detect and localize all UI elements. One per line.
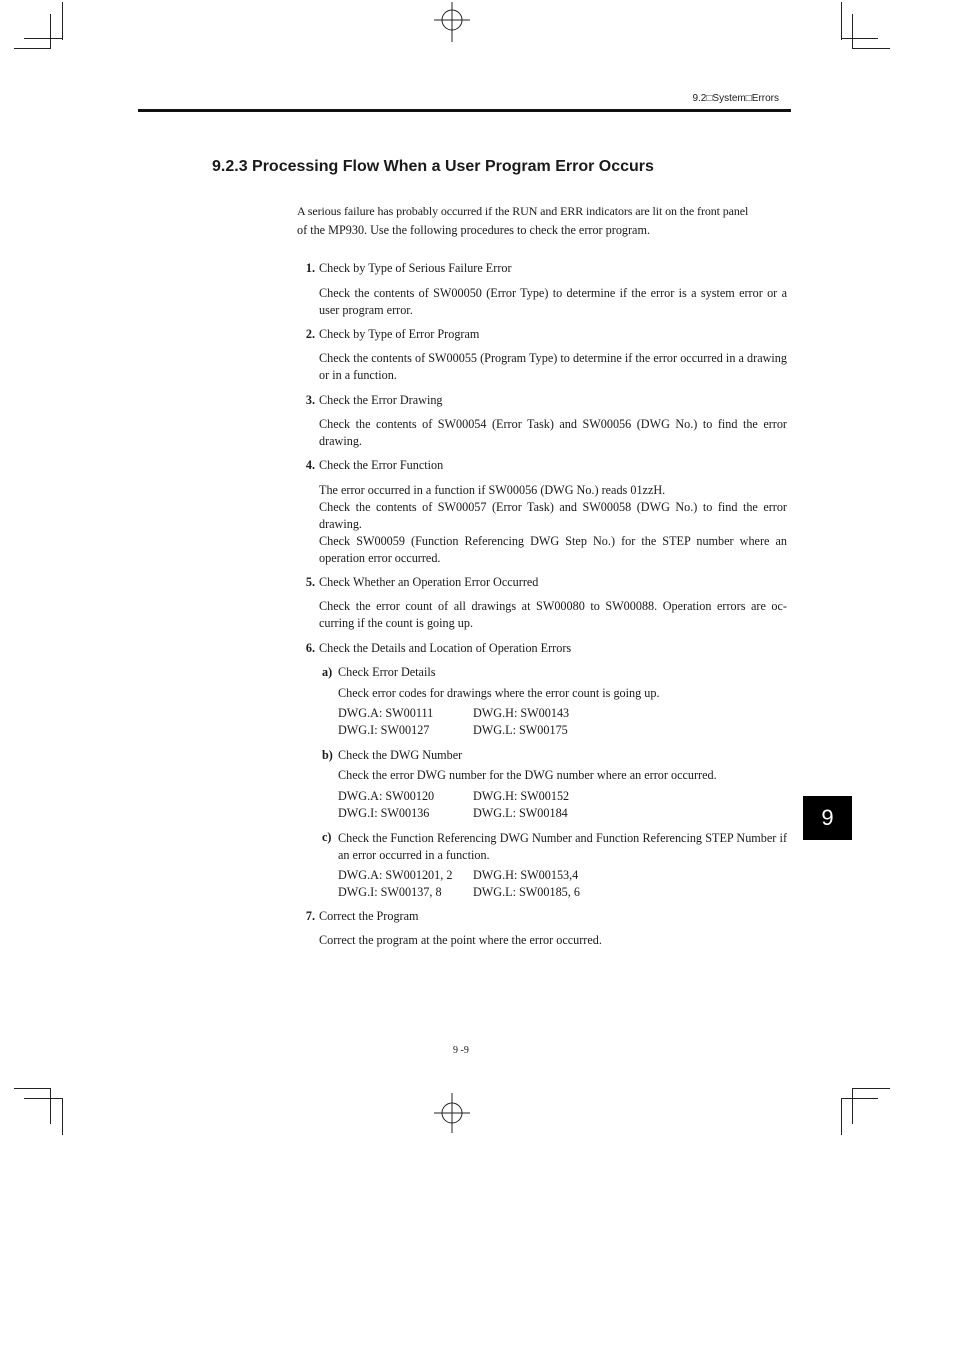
sub-a-row-2-col-2: DWG.L: SW00175	[473, 723, 568, 737]
sub-a-letter: a)	[322, 665, 333, 679]
step-2-number: 2.	[305, 327, 315, 341]
sub-c-row-1-col-1: DWG.A: SW001201, 2	[338, 868, 453, 882]
intro-line-2: of the MP930. Use the following procedures to check the error program.	[297, 223, 650, 237]
sub-a-row-1-col-2: DWG.H: SW00143	[473, 706, 570, 720]
step-1-body: Check the contents of SW00050 (Error Type) to determine if the error is a system error or a user program error.	[319, 286, 787, 317]
registration-mark-top	[432, 0, 472, 42]
step-7-number: 7.	[305, 909, 315, 923]
sub-c-letter: c)	[322, 830, 332, 844]
sub-b-title: Check the DWG Number	[338, 748, 463, 762]
step-4-body-line-3: Check SW00059 (Function Referencing DWG Step No.) for the STEP number where an operation error occurred.	[319, 534, 787, 565]
page-number: 9 -9	[453, 1045, 469, 1056]
step-3-body: Check the contents of SW00054 (Error Task) and SW00056 (DWG No.) to find the error drawing.	[319, 417, 787, 448]
step-1-title: Check by Type of Serious Failure Error	[319, 261, 512, 275]
step-4-body-line-1: The error occurred in a function if SW00056 (DWG No.) reads 01zzH.	[319, 483, 666, 497]
sub-b-row-1-col-2: DWG.H: SW00152	[473, 789, 570, 803]
section-title: 9.2.3 Processing Flow When a User Program Error Occurs	[212, 158, 654, 175]
sub-c-row-2-col-2: DWG.L: SW00185, 6	[473, 885, 580, 899]
sub-b-row-2-col-1: DWG.I: SW00136	[338, 806, 430, 820]
step-2-body: Check the contents of SW00055 (Program Type) to determine if the error occurred in a drawing or in a function.	[319, 351, 787, 382]
sub-c-row-2-col-1: DWG.I: SW00137, 8	[338, 885, 442, 899]
step-4-body	[319, 482, 787, 567]
sub-b-row-2-col-2: DWG.L: SW00184	[473, 806, 568, 820]
step-5-number: 5.	[305, 575, 315, 589]
step-7-title: Correct the Program	[319, 909, 419, 923]
registration-mark-bottom	[432, 1093, 472, 1135]
sub-c-title: Check the Function Referencing DWG Number and Function Referencing STEP Number if an error occurred in a function.	[338, 831, 787, 862]
step-6-number: 6.	[305, 641, 315, 655]
sub-b-letter: b)	[322, 748, 333, 762]
step-4-title: Check the Error Function	[319, 458, 444, 472]
sub-a-title: Check Error Details	[338, 665, 436, 679]
sub-c-row-1-col-2: DWG.H: SW00153,4	[473, 868, 579, 882]
sub-a-row-2-col-1: DWG.I: SW00127	[338, 723, 430, 737]
step-3-number: 3.	[305, 393, 315, 407]
intro-paragraph	[297, 203, 787, 239]
intro-line-1: A serious failure has probably occurred if the RUN and ERR indicators are lit on the front panel	[297, 204, 749, 218]
step-7-body: Correct the program at the point where the error occurred.	[319, 933, 602, 947]
step-1-number: 1.	[305, 261, 315, 275]
sub-a-body: Check error codes for drawings where the error count is going up.	[338, 686, 660, 700]
chapter-tab: 9	[803, 796, 852, 840]
running-header: 9.2□System□Errors	[692, 93, 779, 104]
step-6-title: Check the Details and Location of Operation Errors	[319, 641, 572, 655]
step-5-body: Check the error count of all drawings at SW00080 to SW00088. Operation errors are oc-curring if the count is going up.	[319, 599, 787, 630]
step-3-title: Check the Error Drawing	[319, 393, 443, 407]
step-5-title: Check Whether an Operation Error Occurred	[319, 575, 539, 589]
step-4-number: 4.	[305, 458, 315, 472]
step-2-title: Check by Type of Error Program	[319, 327, 480, 341]
header-rule	[138, 109, 791, 112]
sub-a-row-1-col-1: DWG.A: SW00111	[338, 706, 434, 720]
sub-b-body: Check the error DWG number for the DWG number where an error occurred.	[338, 768, 717, 782]
step-4-body-line-2: Check the contents of SW00057 (Error Task) and SW00058 (DWG No.) to find the error drawing.	[319, 500, 787, 531]
sub-b-row-1-col-1: DWG.A: SW00120	[338, 789, 435, 803]
